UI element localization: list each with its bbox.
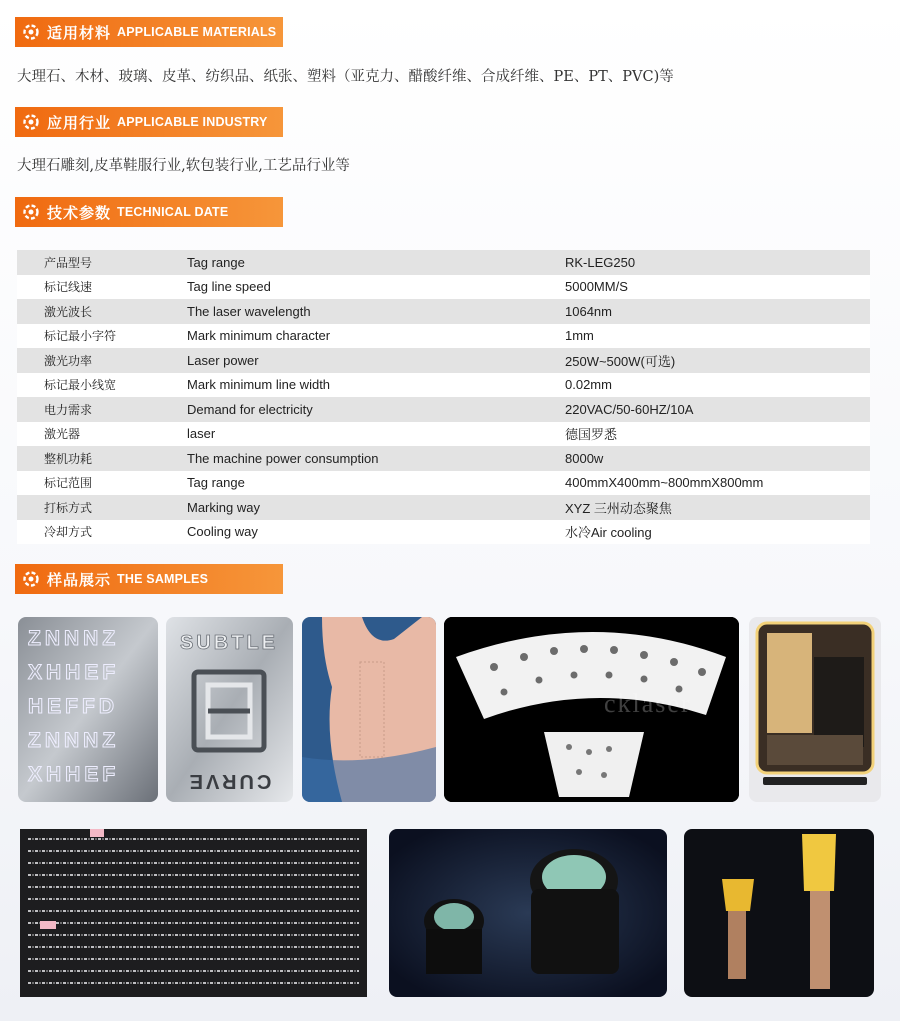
spec-row (17, 324, 870, 349)
sample-photo-mirror (749, 617, 881, 802)
spec-label-cn: 电力需求 (44, 402, 93, 417)
spec-row (17, 446, 870, 471)
spec-label-en: Tag line speed (187, 279, 271, 295)
spec-label-cn: 激光波长 (44, 304, 93, 319)
spec-label-en: Mark minimum line width (187, 377, 331, 393)
section-title-en: APPLICABLE MATERIALS (117, 25, 277, 39)
spec-value: 8000w (565, 450, 604, 466)
sample-text-subtle: SUBTLE (180, 632, 278, 654)
spec-value: 1064nm (565, 303, 612, 319)
spec-label-cn: 激光器 (44, 427, 81, 442)
sample-photo-fabric (302, 617, 436, 802)
sample-letters-row: XHHEF (28, 763, 120, 786)
spec-value: 220VAC/50-60HZ/10A (565, 401, 694, 417)
gear-icon (21, 569, 41, 589)
sample-letters-row: HEFFD (28, 695, 118, 718)
spec-label-en: Marking way (187, 499, 260, 515)
spec-label-en: Mark minimum character (187, 328, 331, 344)
spec-row (17, 348, 870, 373)
spec-label-cn: 标记最小字符 (44, 329, 117, 344)
section-title-cn: 适用材料 (47, 23, 112, 42)
spec-value: 0.02mm (565, 377, 612, 393)
sample-photo-lenses (389, 829, 667, 997)
sample-letters-row: XHHEF (28, 661, 120, 684)
sample-photo-script-plate (20, 829, 367, 997)
spec-label-en: The machine power consumption (187, 450, 379, 466)
spec-row (17, 373, 870, 398)
spec-row (17, 275, 870, 300)
spec-row (17, 495, 870, 520)
spec-row (17, 422, 870, 447)
spec-label-cn: 激光功率 (44, 353, 93, 368)
spec-label-cn: 标记范围 (44, 476, 93, 491)
spec-value: 250W~500W(可选) (565, 353, 676, 369)
gear-icon (21, 112, 41, 132)
gear-icon (21, 202, 41, 222)
spec-label-cn: 标记最小线宽 (44, 378, 117, 393)
sample-letters-row: ZNNNZ (28, 729, 120, 752)
sample-photo-lace-paper (444, 617, 739, 802)
spec-table (17, 250, 870, 544)
watermark-text: cklaser (604, 689, 692, 718)
spec-row (17, 471, 870, 496)
spec-label-cn: 标记线速 (44, 280, 93, 295)
spec-label-en: Tag range (187, 475, 245, 491)
industry-text: 大理石雕刻,皮革鞋服行业,软包装行业,工艺品行业等 (17, 158, 350, 174)
materials-text: 大理石、木材、玻璃、皮革、纺织品、纸张、塑料（亚克力、醋酸纤维、合成纤维、PE、PT、PVC)等 (17, 69, 674, 85)
sample-photo-metal-logo (166, 617, 293, 802)
section-title-cn: 技术参数 (47, 203, 112, 222)
sample-photo-cutters (684, 829, 874, 997)
spec-row (17, 520, 870, 545)
spec-value: 德国罗悉 (565, 427, 618, 443)
spec-value: 400mmX400mm~800mmX800mm (565, 475, 764, 491)
spec-label-en: Tag range (187, 254, 245, 270)
gear-icon (21, 22, 41, 42)
spec-value: 5000MM/S (565, 279, 628, 295)
section-title-cn: 应用行业 (47, 113, 112, 132)
spec-row (17, 250, 870, 275)
spec-label-cn: 打标方式 (44, 500, 93, 515)
section-header-industry (15, 107, 283, 137)
section-title-en: TECHNICAL DATE (117, 205, 229, 219)
spec-label-en: The laser wavelength (187, 303, 311, 319)
section-header-materials (15, 17, 283, 47)
spec-value: 1mm (565, 328, 594, 344)
spec-label-en: Cooling way (187, 524, 258, 540)
section-header-samples (15, 564, 283, 594)
spec-label-cn: 整机功耗 (44, 451, 93, 466)
spec-value: 水冷Air cooling (565, 525, 652, 541)
section-title-en: THE SAMPLES (117, 572, 209, 586)
section-title-cn: 样品展示 (47, 570, 112, 589)
spec-label-en: laser (187, 426, 216, 442)
sample-letters-row: ZNNNZ (28, 627, 120, 650)
spec-row (17, 397, 870, 422)
sample-text-curve: CURVE (186, 770, 272, 792)
spec-row (17, 299, 870, 324)
spec-label-en: Demand for electricity (187, 401, 313, 417)
spec-label-cn: 产品型号 (44, 255, 93, 270)
spec-label-cn: 冷却方式 (44, 525, 93, 540)
spec-value: RK-LEG250 (565, 254, 636, 270)
spec-value: XYZ 三州动态聚焦 (565, 500, 672, 516)
section-header-technical (15, 197, 283, 227)
spec-label-en: Laser power (187, 352, 259, 368)
sample-photo-letters (18, 617, 158, 802)
section-title-en: APPLICABLE INDUSTRY (117, 115, 268, 129)
